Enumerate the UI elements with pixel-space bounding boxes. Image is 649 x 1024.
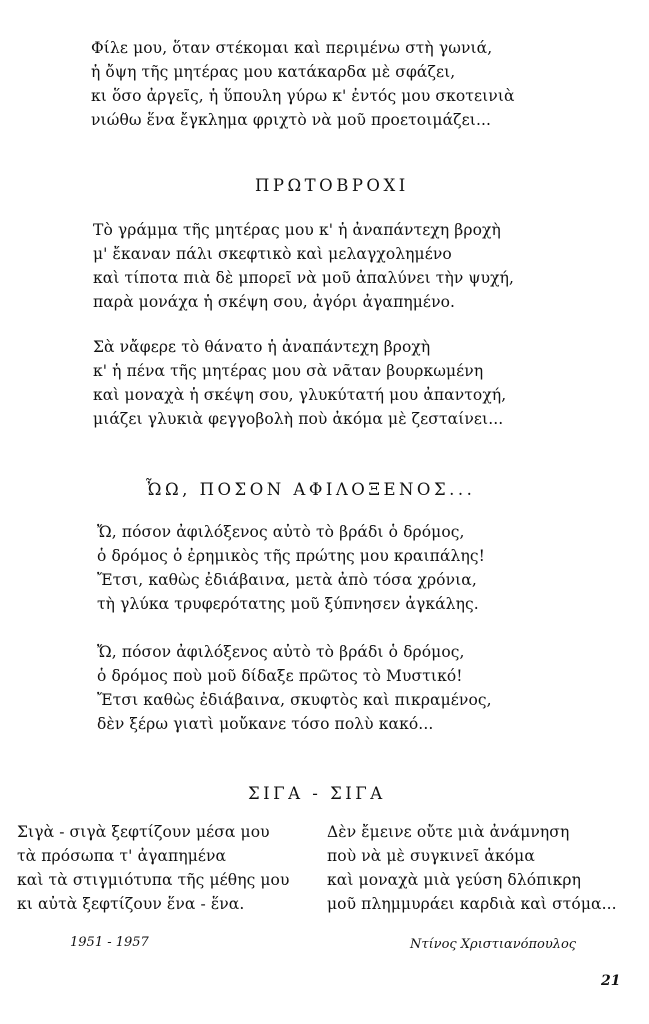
poem-title-afiloxenos: ὮΩ, ΠΟΣΟΝ ΑΦΙΛΟΞΕΝΟΣ... bbox=[146, 480, 476, 499]
poem-line: ὁ δρόμος ποὺ μοῦ δίδαξε πρῶτος τὸ Μυστικό! bbox=[97, 667, 463, 685]
poem-line: τὴ γλύκα τρυφερότατης μοῦ ξύπνησεν ἀγκάλης. bbox=[97, 595, 479, 613]
opening-stanza bbox=[91, 36, 515, 132]
poem-line: ποὺ νὰ μὲ συγκινεῖ ἀκόμα bbox=[327, 847, 535, 865]
poem-line: μιάζει γλυκιὰ φεγγοβολὴ ποὺ ἀκόμα μὲ ζεσταίνει... bbox=[93, 410, 504, 428]
poem-line: ὁ δρόμος ὁ ἐρημικὸς τῆς πρώτης μου κραιπάλης! bbox=[97, 547, 485, 565]
poem-line: Ἔτσι, καθὼς ἐδιάβαινα, μετὰ ἀπὸ τόσα χρόνια, bbox=[97, 571, 477, 589]
poem-line: Ὤ, πόσον ἀφιλόξενος αὐτὸ τὸ βράδι ὁ δρόμος, bbox=[97, 523, 465, 541]
poem-line: καὶ τὰ στιγμιότυπα τῆς μέθης μου bbox=[17, 871, 290, 889]
poem-line: κι αὐτὰ ξεφτίζουν ἕνα - ἕνα. bbox=[17, 895, 245, 913]
poem-line: μ' ἔκαναν πάλι σκεφτικὸ καὶ μελαγχολημένο bbox=[93, 245, 452, 263]
poem-line: καὶ τίποτα πιὰ δὲ μπορεῖ νὰ μοῦ ἀπαλύνει τὴν ψυχή, bbox=[93, 269, 515, 287]
page-number: 21 bbox=[601, 973, 621, 989]
protovrochi-stanza-1 bbox=[93, 218, 514, 314]
poem-line: Φίλε μου, ὅταν στέκομαι καὶ περιμένω στὴ γωνιά, bbox=[91, 39, 493, 57]
poem-line: Τὸ γράμμα τῆς μητέρας μου κ' ἡ ἀναπάντεχη βροχὴ bbox=[93, 221, 501, 239]
poem-line: Σιγὰ - σιγὰ ξεφτίζουν μέσα μου bbox=[17, 823, 270, 841]
poem-line: Ὤ, πόσον ἀφιλόξενος αὐτὸ τὸ βράδι ὁ δρόμος, bbox=[97, 643, 465, 661]
poem-line: κι ὅσο ἀργεῖς, ἡ ὕπουλη γύρω κ' ἐντός μου σκοτεινιὰ bbox=[91, 87, 515, 105]
poem-line: Σὰ νἄφερε τὸ θάνατο ἡ ἀναπάντεχη βροχὴ bbox=[93, 338, 431, 356]
afiloxenos-stanza-2 bbox=[97, 640, 492, 736]
afiloxenos-stanza-1 bbox=[97, 520, 485, 616]
poem-line: τὰ πρόσωπα τ' ἀγαπημένα bbox=[17, 847, 227, 865]
poem-line: μοῦ πλημμυράει καρδιὰ καὶ στόμα... bbox=[327, 895, 617, 913]
dates: 1951 - 1957 bbox=[70, 935, 149, 950]
poem-line: ἡ ὄψη τῆς μητέρας μου κατάκαρδα μὲ σφάζει, bbox=[91, 63, 456, 81]
poem-line: κ' ἡ πένα τῆς μητέρας μου σὰ νᾶταν βουρκωμένη bbox=[93, 362, 484, 380]
poem-line: καὶ μοναχὰ ἡ σκέψη σου, γλυκύτατή μου ἀπαντοχή, bbox=[93, 386, 507, 404]
poem-line: δὲν ξέρω γιατὶ μοὔκανε τόσο πολὺ κακό... bbox=[97, 715, 434, 733]
poem-title-protovrochi: ΠΡΩΤΟΒΡΟΧΙ bbox=[255, 176, 409, 195]
poem-line: παρὰ μονάχα ἡ σκέψη σου, ἀγόρι ἀγαπημένο. bbox=[93, 293, 456, 311]
protovrochi-stanza-2 bbox=[93, 335, 506, 431]
siga-siga-left-stanza bbox=[17, 820, 290, 916]
poem-line: Δὲν ἔμεινε οὔτε μιὰ ἀνάμνηση bbox=[327, 823, 570, 841]
poem-line: Ἔτσι καθὼς ἐδιάβαινα, σκυφτὸς καὶ πικραμένος, bbox=[97, 691, 492, 709]
author-name: Ντίνος Χριστιανόπουλος bbox=[410, 937, 577, 952]
poem-title-siga-siga: ΣΙΓΑ - ΣΙΓΑ bbox=[248, 784, 386, 803]
poem-line: καὶ μοναχὰ μιὰ γεύση δλόπικρη bbox=[327, 871, 582, 889]
siga-siga-right-stanza bbox=[327, 820, 617, 916]
poem-line: νιώθω ἕνα ἔγκλημα φριχτὸ νὰ μοῦ προετοιμάζει... bbox=[91, 111, 492, 129]
